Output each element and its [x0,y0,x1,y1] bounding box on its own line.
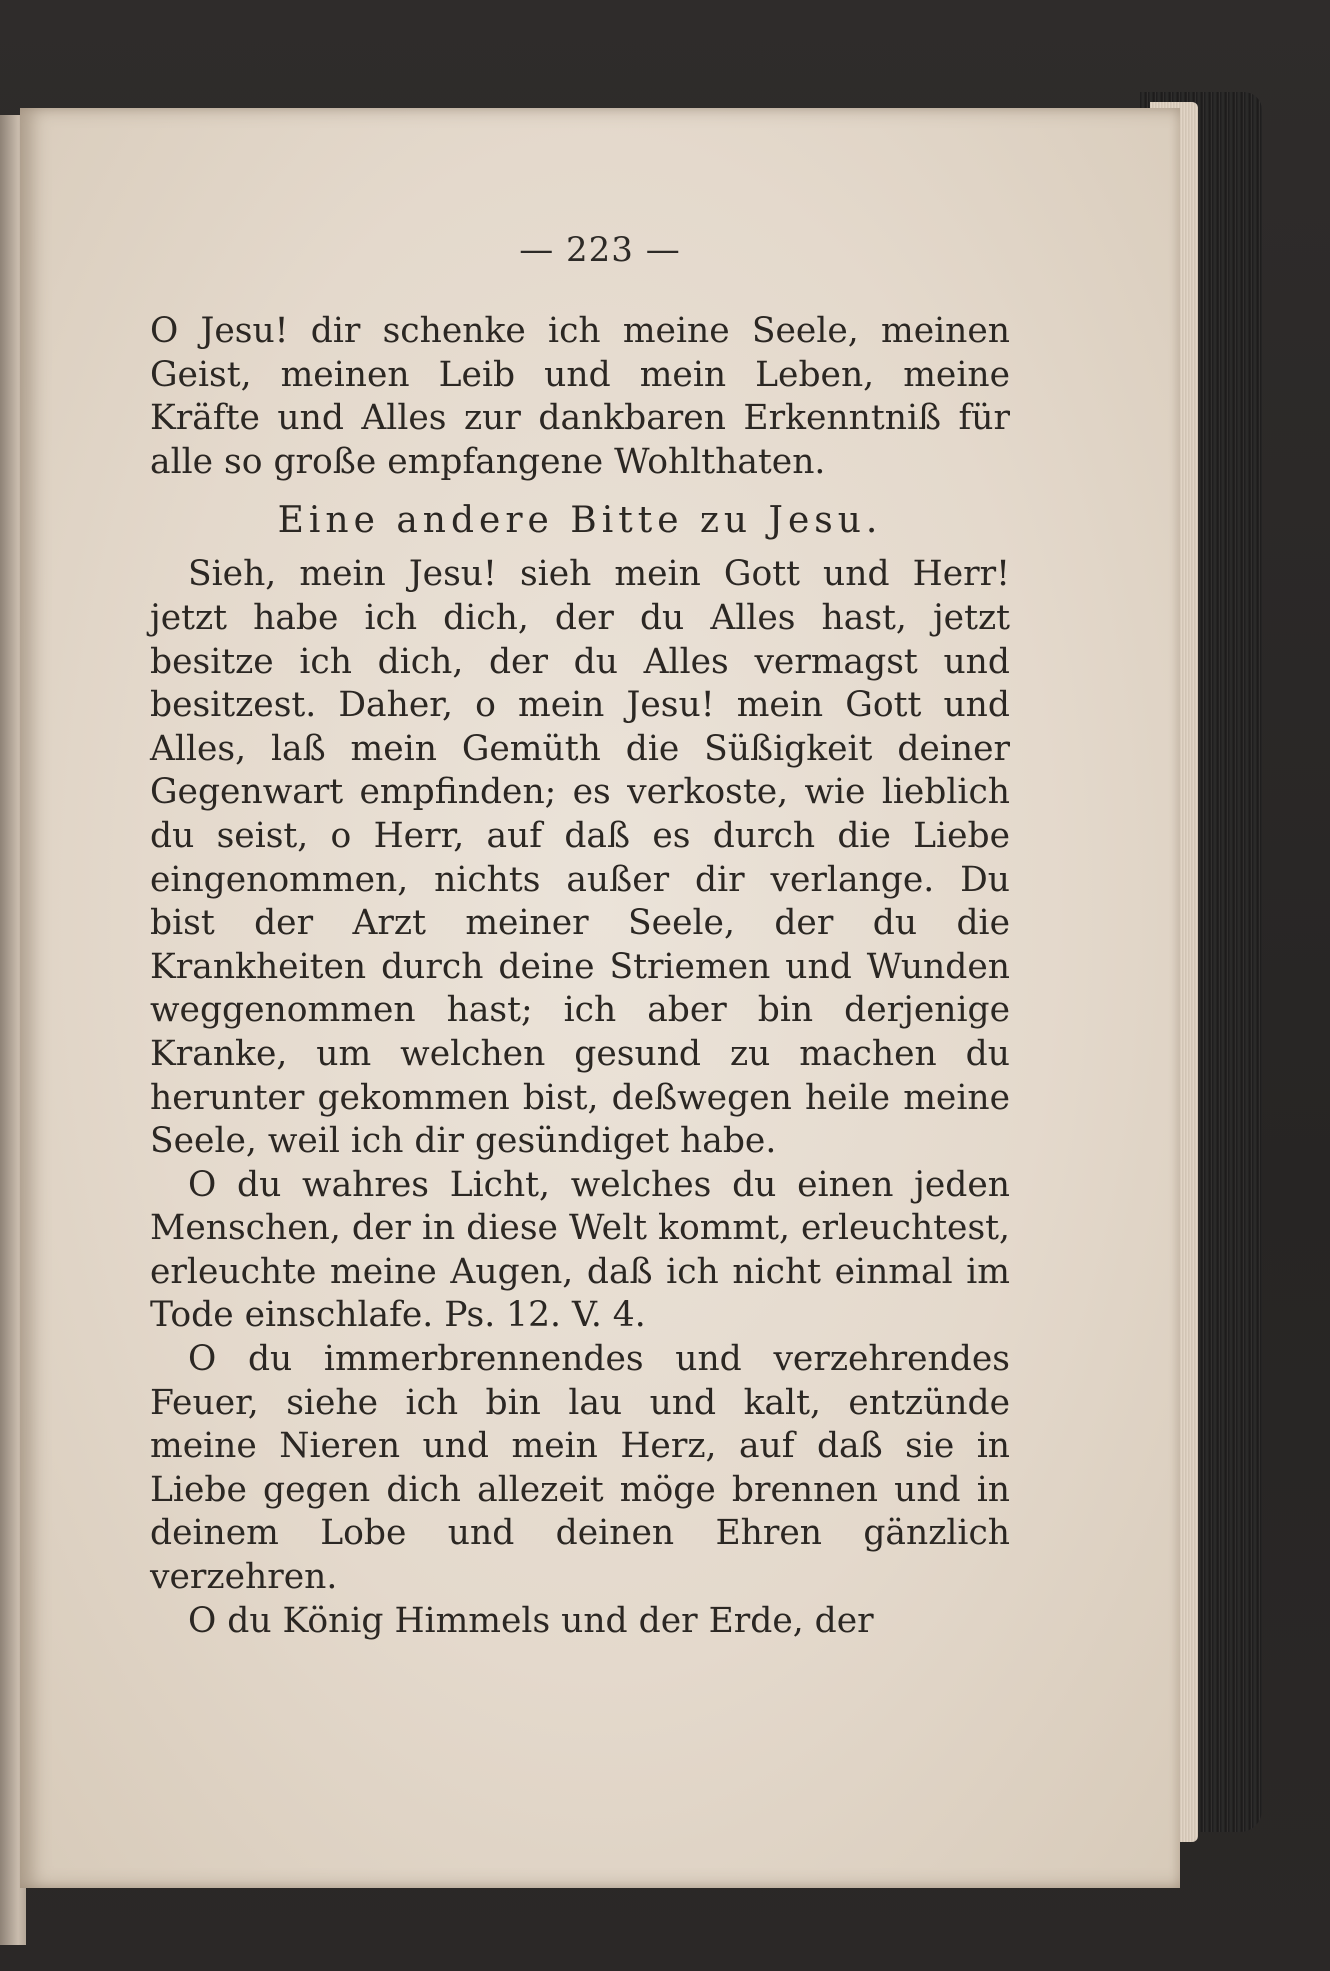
page-text [150,310,1010,1643]
paragraph-1: O Jesu! dir schenke ich meine Seele, meinen Geist, meinen Leib und mein Leben, meine Kräfte und Alles zur dankbaren Erkenntniß für alle so große empfangene Wohlthaten. [150,311,1010,482]
paragraph-2: Sieh, mein Jesu! sieh mein Gott und Herr! jetzt habe ich dich, der du Alles hast, jetzt besitze ich dich, der du Alles vermagst und besitzest. Daher, o mein Jesu! mein Gott und Alles, laß mein Gemüth die Süßigkeit deiner Gegenwart empfinden; es verkoste, wie lieblich du seist, o Herr, auf daß es durch die Liebe eingenommen, nichts außer dir verlange. Du bist der Arzt meiner Seele, der du die Krankheiten durch deine Striemen und Wunden weggenommen hast; ich aber bin derjenige Kranke, um welchen gesund zu machen du herunter gekommen bist, deßwegen heile meine Seele, weil ich dir gesündiget habe. [150,554,1010,1162]
page-number: — 223 — [519,230,681,270]
section-heading: Eine andere Bitte zu Jesu. [277,500,883,542]
book-page [20,108,1180,1888]
paragraph-4: O du immerbrennendes und verzehrendes Feuer, siehe ich bin lau und kalt, entzünde meine Nieren und mein Herz, auf daß sie in Liebe gegen dich allezeit möge brennen und in deinem Lobe und deinen Ehren gänzlich verzehren. [150,1339,1010,1598]
paragraph-5: O du König Himmels und der Erde, der [188,1600,874,1641]
paragraph-3: O du wahres Licht, welches du einen jeden Menschen, der in diese Welt kommt, erleuchtest, erleuchte meine Augen, daß ich nicht einmal im Tode einschlafe. Ps. 12. V. 4. [150,1164,1010,1336]
